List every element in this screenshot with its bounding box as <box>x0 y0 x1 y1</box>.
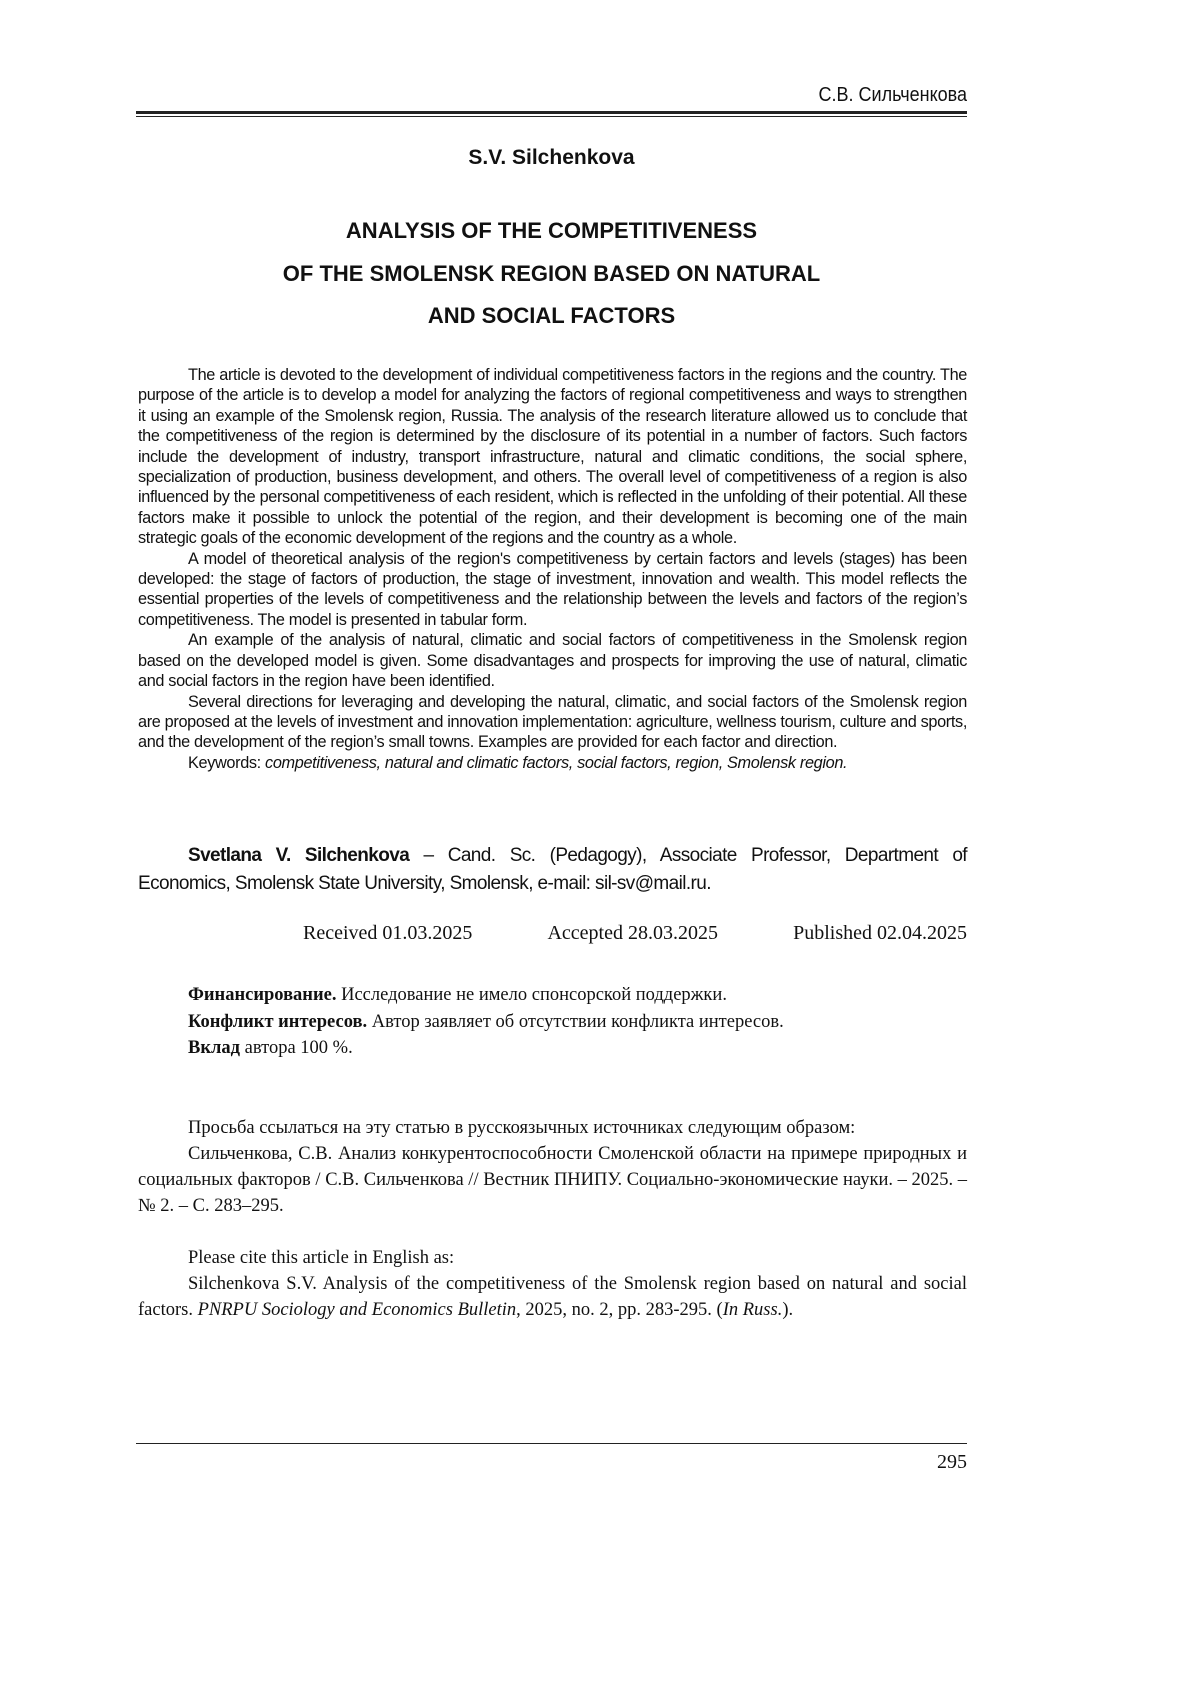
author-bio <box>138 842 967 898</box>
author-name: S.V. Silchenkova <box>0 146 1103 170</box>
bio-name: Svetlana V. Silchenkova <box>188 845 409 866</box>
conflict-label: Конфликт интересов. <box>188 1012 367 1032</box>
abstract-paragraph: A model of theoretical analysis of the region's competitiveness by certain factors and levels (stages) has been developed: the stage of factors of production, the stage of investment, innovation and wealth. This model reflects the essential properties of the levels of competitiveness and the relationship between the levels and factors of the region’s competitiveness. The model is presented in tabular form. <box>138 549 967 631</box>
citation-intro: Please cite this article in English as: <box>138 1245 967 1271</box>
published-date: Published 02.04.2025 <box>793 922 967 945</box>
citation-text <box>138 1271 967 1323</box>
title-line: AND SOCIAL FACTORS <box>0 295 1103 338</box>
funding-text: Исследование не имело спонсорской поддержки. <box>336 985 726 1005</box>
abstract-paragraph: An example of the analysis of natural, climatic and social factors of competitiveness in the Smolensk region based on the developed model is given. Some disadvantages and prospects for improving the use of natural, climatic and social factors in the region have been identified. <box>138 630 967 691</box>
conflict-text: Автор заявляет об отсутствии конфликта интересов. <box>367 1012 784 1032</box>
header-rule <box>136 111 967 117</box>
citation-intro: Просьба ссылаться на эту статью в русскоязычных источниках следующим образом: <box>138 1115 967 1141</box>
keywords-value: competitiveness, natural and climatic factors, social factors, region, Smolensk region. <box>265 754 847 772</box>
keywords-label: Keywords: <box>188 754 265 772</box>
citation-part: Silchenkova S.V. Analysis of the competitiveness of the Smolensk region based on natural and social factors. <box>138 1274 967 1320</box>
funding-label: Финансирование. <box>188 985 336 1005</box>
contribution-label: Вклад <box>188 1038 240 1058</box>
article-title <box>0 210 1103 338</box>
abstract-paragraph: The article is devoted to the development of individual competitiveness factors in the regions and the country. The purpose of the article is to develop a model for analyzing the factors of regional competitiveness and ways to strengthen it using an example of the Smolensk region, Russia. The analysis of the research literature allowed us to conclude that the competitiveness of the region is determined by the disclosure of its potential in a number of factors. Such factors include the development of industry, transport infrastructure, natural and climatic conditions, the social sphere, specialization of production, business development, and others. The overall level of competitiveness of a region is also influenced by the personal competitiveness of each resident, which is reflected in the unfolding of their potential. All these factors make it possible to unlock the potential of the region, and their development is becoming one of the main strategic goals of the economic development of the regions and the country as a whole. <box>138 365 967 549</box>
citation-journal: PNRPU Sociology and Economics Bulletin <box>198 1300 517 1320</box>
bio-text: – Cand. Sc. (Pedagogy), Associate Professor, Department of Economics, Smolensk State University, Smolensk, e-mail: sil-sv@mail.ru. <box>138 845 967 894</box>
abstract <box>138 365 967 773</box>
title-line: ANALYSIS OF THE COMPETITIVENESS <box>0 210 1103 253</box>
abstract-paragraph: Several directions for leveraging and developing the natural, climatic, and social factors of the Smolensk region are proposed at the levels of investment and innovation implementation: agriculture, wellness tourism, culture and sports, and the development of the region’s small towns. Examples are provided for each factor and direction. <box>138 692 967 753</box>
citation-text: Сильченкова, С.В. Анализ конкурентоспособности Смоленской области на примере природных и социальных факторов / С.В. Сильченкова // Вестник ПНИПУ. Социально-экономические науки. – 2025. – № 2. – С. 283–295. <box>138 1141 967 1219</box>
footer-rule <box>136 1443 967 1444</box>
funding-info <box>188 982 784 1062</box>
page-number: 295 <box>937 1451 967 1474</box>
title-line: OF THE SMOLENSK REGION BASED ON NATURAL <box>0 253 1103 296</box>
dates <box>303 922 967 945</box>
citation-russian <box>138 1115 967 1219</box>
citation-english <box>138 1245 967 1323</box>
citation-part: , 2025, no. 2, pp. 283-295. ( <box>516 1300 723 1320</box>
accepted-date: Accepted 28.03.2025 <box>547 922 718 945</box>
contribution-text: автора 100 %. <box>240 1038 353 1058</box>
document-page <box>0 0 1200 1705</box>
received-date: Received 01.03.2025 <box>303 922 472 945</box>
citation-part: ). <box>782 1300 793 1320</box>
keywords <box>138 753 967 773</box>
citation-lang: In Russ. <box>723 1300 783 1320</box>
running-head: С.В. Сильченкова <box>818 84 967 107</box>
